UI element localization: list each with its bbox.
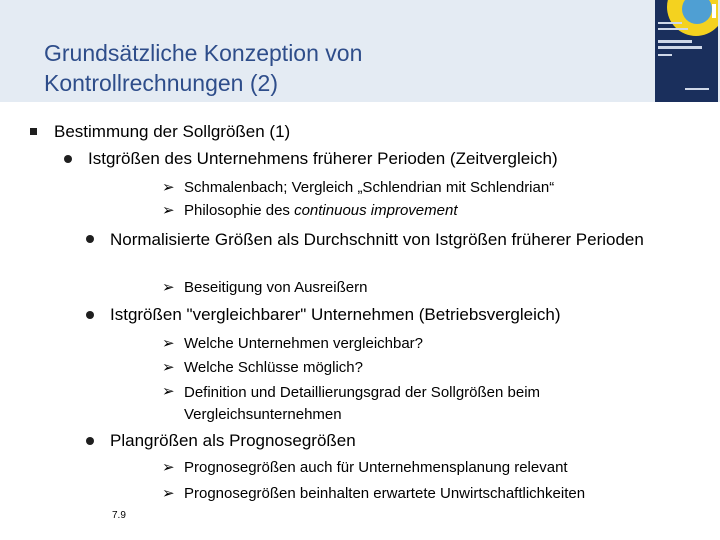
bullet-text: Welche Unternehmen vergleichbar? <box>184 335 424 352</box>
arrow-bullet-icon: ➢ <box>162 179 175 196</box>
arrow-bullet-icon: ➢ <box>162 459 175 476</box>
square-bullet-icon <box>30 128 37 135</box>
title-line-1: Grundsätzliche Konzeption von <box>44 40 363 66</box>
arrow-bullet-icon: ➢ <box>162 202 175 219</box>
bullet-text: Beseitigung von Ausreißern <box>184 279 368 296</box>
arrow-bullet-icon: ➢ <box>162 359 175 376</box>
bullet-text: Plangrößen als Prognosegrößen <box>110 431 356 450</box>
bullet-text: Prognosegrößen auch für Unternehmensplanung relevant <box>184 459 568 476</box>
arrow-bullet-icon: ➢ <box>162 279 175 296</box>
round-bullet-icon <box>86 437 94 445</box>
round-bullet-icon <box>86 235 94 243</box>
bullet-text: Philosophie des continuous improvement <box>184 202 458 219</box>
arrow-bullet-icon: ➢ <box>162 335 175 352</box>
bullet-text: Definition und Detaillierungsgrad der Sollgrößen beim Vergleichsunternehmen <box>184 384 541 423</box>
arrow-bullet-icon: ➢ <box>162 485 175 502</box>
bullet-text: Schmalenbach; Vergleich „Schlendrian mit Schlendrian“ <box>184 179 555 196</box>
bullet-text: Bestimmung der Sollgrößen (1) <box>54 122 291 141</box>
round-bullet-icon <box>64 155 72 163</box>
bullet-text: Welche Schlüsse möglich? <box>184 359 363 376</box>
bullet-text: Prognosegrößen beinhalten erwartete Unwirtschaftlichkeiten <box>184 485 586 502</box>
arrow-bullet-icon: ➢ <box>162 383 175 400</box>
bullet-text: Istgrößen "vergleichbarer" Unternehmen (Betriebsvergleich) <box>110 305 561 324</box>
title-line-2: Kontrollrechnungen (2) <box>44 70 278 96</box>
round-bullet-icon <box>86 311 94 319</box>
page-number: 7.9 <box>112 510 126 521</box>
bullet-text: Istgrößen des Unternehmens früherer Perioden (Zeitvergleich) <box>88 149 558 168</box>
bullet-text: Normalisierte Größen als Durchschnitt von Istgrößen früherer Perioden <box>110 230 644 249</box>
